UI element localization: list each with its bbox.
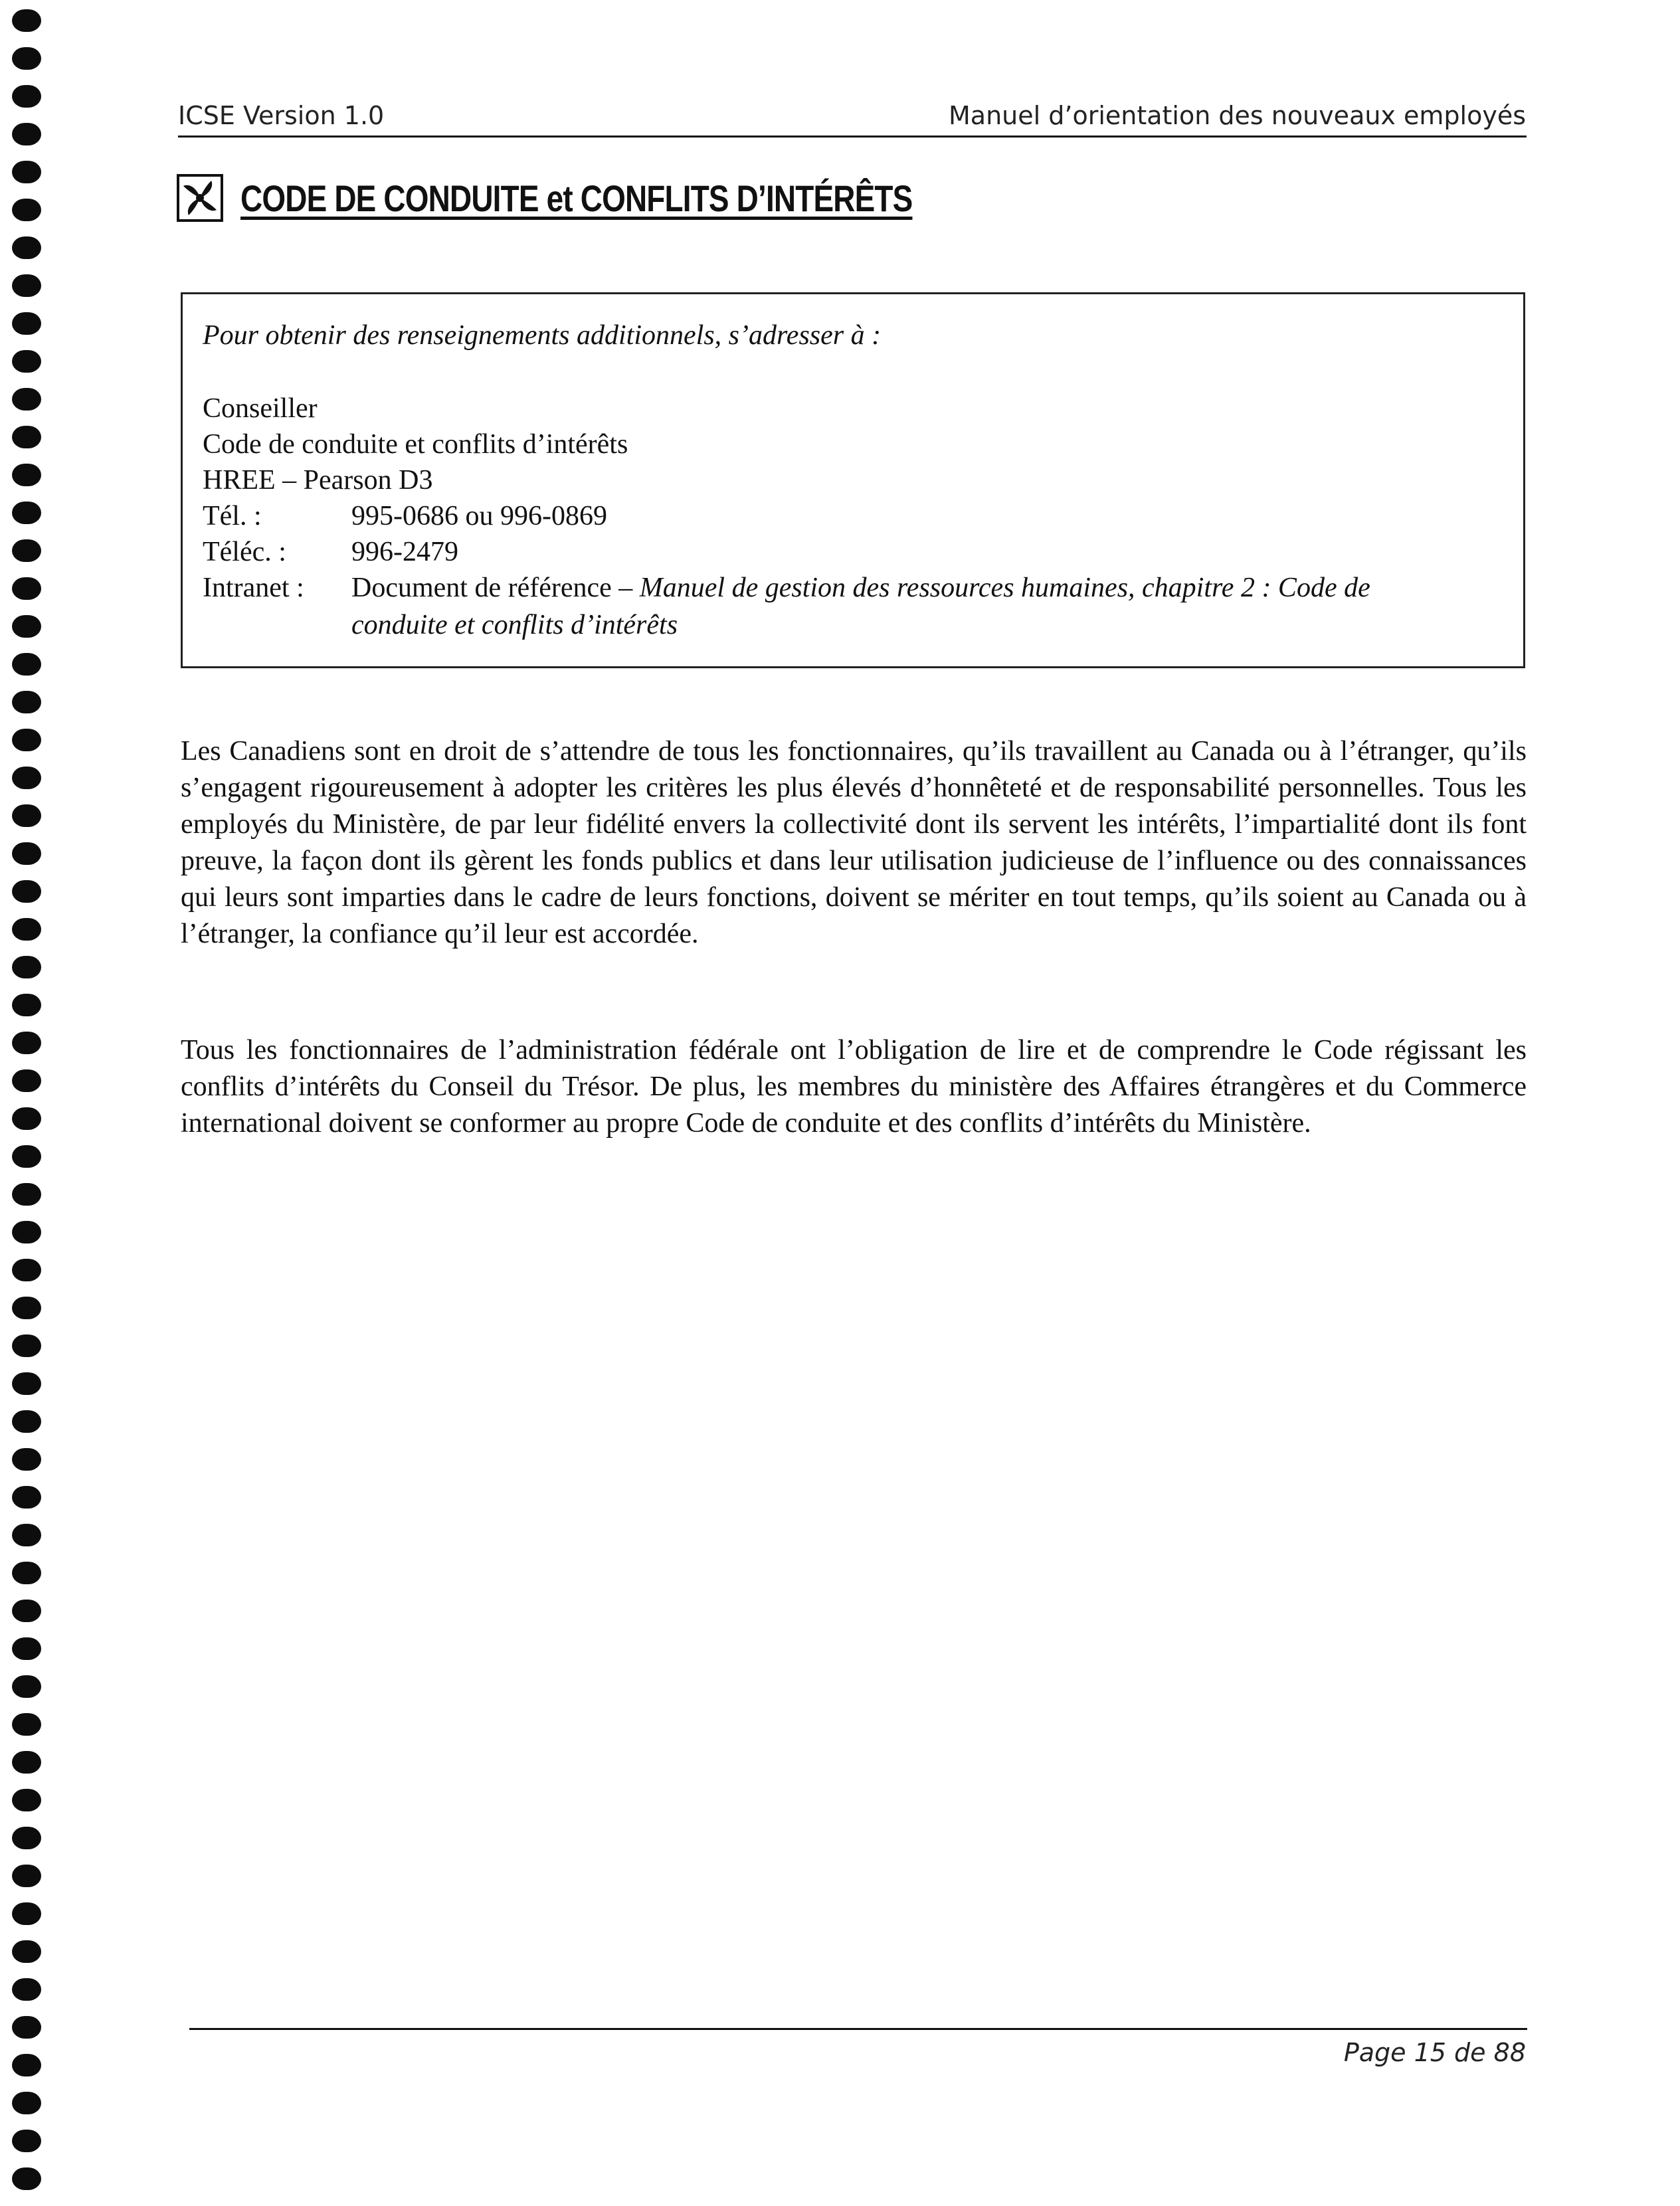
binding-hole (12, 1183, 41, 1206)
binding-hole (12, 1032, 41, 1054)
binding-hole (12, 1675, 41, 1698)
binding-hole (12, 804, 41, 827)
contact-location: HREE – Pearson D3 (203, 465, 433, 496)
binding-hole (12, 615, 41, 638)
intranet-manual-title: Manuel de gestion des ressources humaines, chapitre 2 : Code de (639, 573, 1370, 603)
binding-holes (12, 0, 52, 2206)
binding-hole (12, 767, 41, 789)
section-heading (177, 174, 1060, 222)
intranet-reference (351, 572, 1370, 604)
binding-hole (12, 312, 41, 335)
binding-hole (12, 426, 41, 448)
contact-info-box (181, 292, 1525, 668)
header-version: ICSE Version 1.0 (178, 101, 385, 130)
binding-hole (12, 994, 41, 1016)
binding-hole (12, 1259, 41, 1281)
pinwheel-icon (177, 174, 223, 222)
binding-hole (12, 1978, 41, 2001)
binding-hole (12, 85, 41, 108)
binding-hole (12, 956, 41, 978)
tel-label: Tél. : (203, 501, 262, 531)
binding-hole (12, 1751, 41, 1774)
binding-hole (12, 577, 41, 600)
binding-hole (12, 236, 41, 259)
binding-hole (12, 1221, 41, 1243)
body-paragraph-2: Tous les fonctionnaires de l’administration fédérale ont l’obligation de lire et de comprendre le Code régissant les conflits d’intérêts du Conseil du Trésor. De plus, les membres du ministère des Affaires étrangères et du Commerce international doivent se conformer au propre Code de conduite et des conflits d’intérêts du Ministère. (181, 1035, 1527, 1139)
binding-hole (12, 161, 41, 183)
binding-hole (12, 1069, 41, 1092)
binding-hole (12, 47, 41, 70)
header-rule (178, 136, 1527, 138)
section-title: CODE DE CONDUITE et CONFLITS D’INTÉRÊTS (240, 177, 913, 219)
footer-rule (189, 2028, 1527, 2030)
binding-hole (12, 502, 41, 524)
binding-hole (12, 1902, 41, 1925)
binding-hole (12, 2167, 41, 2190)
binding-hole (12, 653, 41, 676)
binding-hole (12, 1600, 41, 1622)
binding-hole (12, 539, 41, 562)
intranet-prefix: Document de référence – (351, 573, 640, 603)
binding-hole (12, 274, 41, 297)
binding-hole (12, 729, 41, 751)
binding-hole (12, 1297, 41, 1319)
contact-role: Conseiller (203, 393, 318, 424)
binding-hole (12, 1448, 41, 1471)
binding-hole (12, 1145, 41, 1168)
binding-hole (12, 2016, 41, 2039)
binding-hole (12, 1334, 41, 1357)
binding-hole (12, 9, 41, 32)
binding-hole (12, 388, 41, 411)
fax-value: 996-2479 (351, 537, 458, 567)
binding-hole (12, 199, 41, 221)
tel-value: 995-0686 ou 996-0869 (351, 501, 607, 531)
intranet-label: Intranet : (203, 573, 304, 603)
binding-hole (12, 1410, 41, 1433)
binding-hole (12, 464, 41, 486)
binding-hole (12, 842, 41, 865)
binding-hole (12, 2092, 41, 2114)
fax-label: Téléc. : (203, 537, 286, 567)
body-paragraph-1: Les Canadiens sont en droit de s’attendre de tous les fonctionnaires, qu’ils travaillent au Canada ou à l’étranger, qu’ils s’engagent rigoureusement à adopter les critères les plus élevés d’honnêteté et de responsabilité personnelles. Tous les employés du Ministère, de par leur fidélité envers la collectivité dont ils servent les intérêts, l’impartialité dont ils font preuve, la façon dont ils gèrent les fonds publics et dans leur utilisation judicieuse de l’influence ou des connaissances qui leurs sont imparties dans le cadre de leurs fonctions, doivent se mériter en tout temps, qu’ils soient au Canada ou à l’étranger, la confiance qu’il leur est accordée. (181, 736, 1527, 949)
binding-hole (12, 350, 41, 373)
contact-intro: Pour obtenir des renseignements additionnels, s’adresser à : (203, 320, 882, 351)
binding-hole (12, 1865, 41, 1887)
binding-hole (12, 1486, 41, 1509)
intranet-manual-title-cont: conduite et conflits d’intérêts (351, 610, 678, 640)
page-number: Page 15 de 88 (1343, 2038, 1526, 2067)
binding-hole (12, 1637, 41, 1660)
binding-hole (12, 1524, 41, 1546)
binding-hole (12, 1713, 41, 1736)
header-document-title: Manuel d’orientation des nouveaux employés (949, 101, 1526, 130)
binding-hole (12, 2054, 41, 2076)
binding-hole (12, 1940, 41, 1963)
binding-hole (12, 1372, 41, 1395)
binding-hole (12, 691, 41, 713)
binding-hole (12, 123, 41, 145)
binding-hole (12, 1789, 41, 1811)
binding-hole (12, 1562, 41, 1584)
binding-hole (12, 918, 41, 941)
binding-hole (12, 1107, 41, 1130)
binding-hole (12, 880, 41, 903)
binding-hole (12, 2130, 41, 2152)
binding-hole (12, 1827, 41, 1849)
contact-office: Code de conduite et conflits d’intérêts (203, 429, 628, 460)
